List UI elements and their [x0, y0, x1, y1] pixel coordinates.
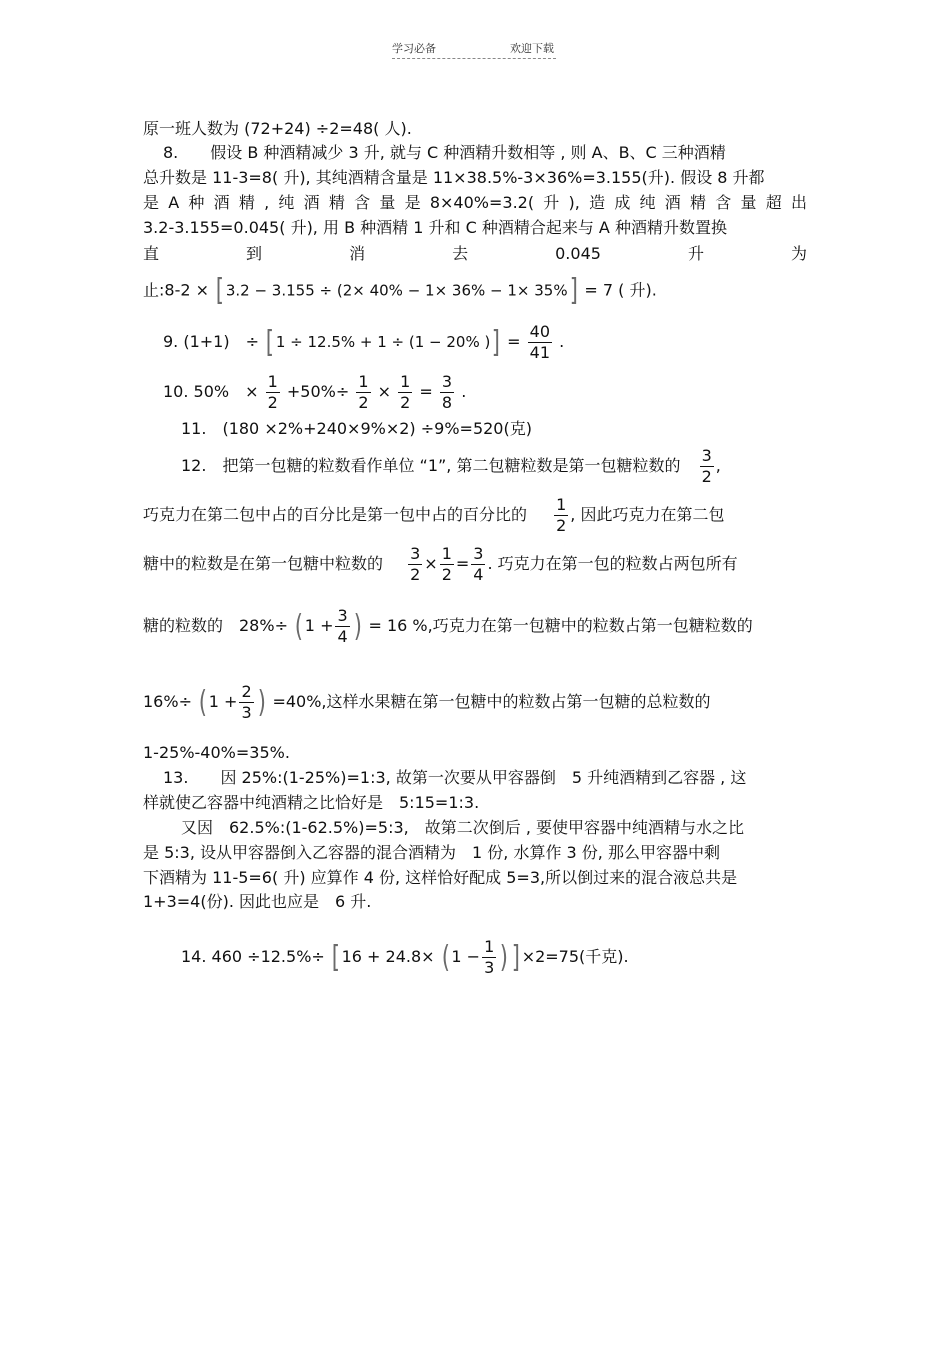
word: 造: [589, 193, 606, 212]
paren-open: (: [294, 608, 304, 644]
word: 为: [790, 244, 807, 263]
fraction: [335, 606, 349, 647]
word: 是: [143, 193, 160, 212]
word: 精: [328, 193, 345, 212]
word: 0.045: [555, 244, 601, 263]
fraction: [700, 446, 714, 487]
word: 出: [790, 193, 807, 212]
text: 16%÷: [143, 692, 192, 711]
word: 精: [690, 193, 707, 212]
fraction: [356, 372, 370, 413]
text: , 因此巧克力在第二包: [570, 505, 725, 524]
numerator: 3: [701, 446, 712, 465]
paren-close: ): [353, 608, 362, 644]
numerator: 1: [358, 372, 369, 391]
problem-12-line-2: [143, 495, 724, 536]
word: 种: [188, 193, 205, 212]
text: 糖中的粒数是在第一包糖中粒数的: [143, 554, 384, 573]
denominator: 2: [358, 393, 369, 412]
problem-12-line-3: [143, 544, 738, 585]
word: 是: [404, 193, 421, 212]
denominator: 3: [484, 958, 495, 977]
problem-9: [163, 322, 564, 363]
text: +50%÷: [286, 382, 350, 401]
denominator: 4: [337, 627, 348, 646]
text: 巧克力在第二包中占的百分比是第一包中占的百分比的: [143, 505, 528, 524]
text: = 16 %,巧克力在第一包糖中的粒数占第一包糖粒数的: [368, 616, 753, 635]
bracket-close: ]: [492, 324, 501, 360]
text: 9. (1+1) ÷: [163, 332, 260, 351]
word: 成: [614, 193, 631, 212]
fraction: [554, 495, 568, 536]
word: 酒: [664, 193, 681, 212]
text: ×: [377, 382, 392, 401]
header-left: 学习必备: [392, 42, 436, 55]
text: 1 −: [451, 947, 481, 966]
bracket-open: [: [215, 273, 225, 308]
page-header: [392, 40, 556, 59]
word: 酒: [213, 193, 230, 212]
fraction: [440, 372, 454, 413]
word: ,: [264, 193, 270, 212]
fraction: [482, 937, 496, 978]
fraction: [528, 322, 552, 363]
bracket-close: ]: [569, 273, 578, 308]
problem-8-line-5: [143, 243, 807, 265]
problem-14: [181, 937, 629, 978]
problem-8-line-1: 8. 假设 B 种酒精减少 3 升, 就与 C 种酒精升数相等 , 则 A、B、C 三种酒精: [163, 143, 726, 162]
problem-12-line-6: 1-25%-40%=35%.: [143, 743, 290, 762]
numerator: 1: [267, 372, 278, 391]
text: 1 +: [304, 616, 334, 635]
problem-12-line-5: [143, 682, 711, 723]
text: 14. 460 ÷12.5%÷: [181, 947, 325, 966]
word: 含: [354, 193, 371, 212]
denominator: 2: [410, 565, 421, 584]
problem-13-line-1: 13. 因 25%:(1-25%)=1:3, 故第一次要从甲容器倒 5 升纯酒精到乙容器 , 这: [163, 768, 747, 787]
bracket-close: ]: [511, 939, 520, 975]
denominator: 2: [267, 393, 278, 412]
denominator: 2: [701, 467, 712, 486]
text: 16 + 24.8×: [341, 947, 435, 966]
problem-8-line-4: 3.2-3.155=0.045( 升), 用 B 种酒精 1 升和 C 种酒精合起来与 A 种酒精升数置换: [143, 218, 727, 237]
fraction: [471, 544, 485, 585]
text: 止:8-2 ×: [143, 280, 210, 300]
word: 直: [143, 244, 160, 263]
numerator: 1: [441, 544, 452, 563]
expression: 1 ÷ 12.5% + 1 ÷ (1 − 20% ): [275, 333, 491, 351]
text: .: [461, 382, 467, 401]
word: 量: [379, 193, 396, 212]
equals: =: [507, 332, 521, 351]
word: 纯: [278, 193, 295, 212]
problem-12-line-4: [143, 606, 753, 647]
denominator: 3: [241, 703, 252, 722]
word: 8×40%=3.2(: [429, 193, 535, 212]
text: 糖的粒数的 28%÷: [143, 616, 288, 635]
fraction: [398, 372, 412, 413]
text: ,: [715, 456, 721, 475]
numerator: 3: [410, 544, 421, 563]
problem-10: [163, 372, 466, 413]
problem-13-line-5: 下酒精为 11-5=6( 升) 应算作 4 份, 这样恰好配成 5=3,所以倒过来的混合液总共是: [143, 868, 738, 887]
denominator: 4: [473, 565, 484, 584]
word: 含: [715, 193, 732, 212]
problem-8-line-3: [143, 192, 807, 214]
word: 酒: [303, 193, 320, 212]
denominator: 2: [556, 516, 567, 535]
word: 纯: [639, 193, 656, 212]
fraction: [239, 682, 253, 723]
text: =40%,这样水果糖在第一包糖中的粒数占第一包糖的总粒数的: [272, 692, 711, 711]
period: .: [559, 332, 565, 351]
header-right: 欢迎下载: [510, 42, 554, 55]
word: 量: [740, 193, 757, 212]
word: 消: [349, 244, 366, 263]
fraction: [408, 544, 422, 585]
word: A: [168, 193, 180, 212]
text: = 7 ( 升).: [584, 280, 657, 300]
denominator: 2: [400, 393, 411, 412]
paren-close: ): [257, 684, 266, 720]
problem-12-line-1: [181, 446, 721, 487]
word: 去: [452, 244, 469, 263]
fraction: [266, 372, 280, 413]
denominator: 8: [441, 393, 453, 412]
text: 1 +: [208, 692, 238, 711]
text: ×: [424, 554, 438, 573]
paren-open: (: [198, 684, 208, 720]
problem-13-line-6: 1+3=4(份). 因此也应是 6 升.: [143, 892, 372, 911]
word: 升: [543, 193, 560, 212]
denominator: 2: [441, 565, 452, 584]
numerator: 2: [241, 682, 252, 701]
bracket-open: [: [331, 939, 340, 975]
word: 精: [238, 193, 255, 212]
word: 超: [765, 193, 782, 212]
text: . 巧克力在第一包的粒数占两包所有: [487, 554, 738, 573]
text: =: [455, 554, 470, 573]
bracket-open: [: [265, 324, 275, 360]
numerator: 1: [400, 372, 411, 391]
problem-13-line-3: 又因 62.5%:(1-62.5%)=5:3, 故第二次倒后 , 要使甲容器中纯酒精与水之比: [181, 818, 744, 837]
numerator: 3: [441, 372, 453, 391]
paren-close: ): [500, 939, 509, 975]
text: =: [419, 382, 433, 401]
expression: 3.2 − 3.155 ÷ (2× 40% − 1× 36% − 1× 35%: [225, 281, 568, 300]
numerator: 1: [484, 937, 495, 956]
problem-8-line-6: [143, 273, 657, 308]
problem-13-line-4: 是 5:3, 设从甲容器倒入乙容器的混合酒精为 1 份, 水算作 3 份, 那么甲容器中剩: [143, 843, 720, 862]
fraction: [440, 544, 454, 585]
numerator: 40: [529, 322, 551, 341]
numerator: 3: [337, 606, 348, 625]
text: ×2=75(千克).: [521, 947, 629, 966]
problem-13-line-2: 样就使乙容器中纯酒精之比恰好是 5:15=1:3.: [143, 793, 480, 812]
word: 升: [687, 244, 704, 263]
word: ),: [568, 193, 580, 212]
text: 10. 50% ×: [163, 382, 259, 401]
line-class-one: 原一班人数为 (72+24) ÷2=48( 人).: [143, 119, 412, 138]
word: 到: [246, 244, 263, 263]
problem-8-line-2: 总升数是 11-3=8( 升), 其纯酒精含量是 11×38.5%-3×36%=3.155(升). 假设 8 升都: [143, 168, 765, 187]
text: 12. 把第一包糖的粒数看作单位 “1”, 第二包糖粒数是第一包糖粒数的: [181, 456, 681, 475]
paren-open: (: [441, 939, 450, 975]
denominator: 41: [529, 343, 551, 362]
numerator: 1: [556, 495, 567, 514]
problem-11: 11. (180 ×2%+240×9%×2) ÷9%=520(克): [181, 419, 532, 438]
numerator: 3: [473, 544, 484, 563]
